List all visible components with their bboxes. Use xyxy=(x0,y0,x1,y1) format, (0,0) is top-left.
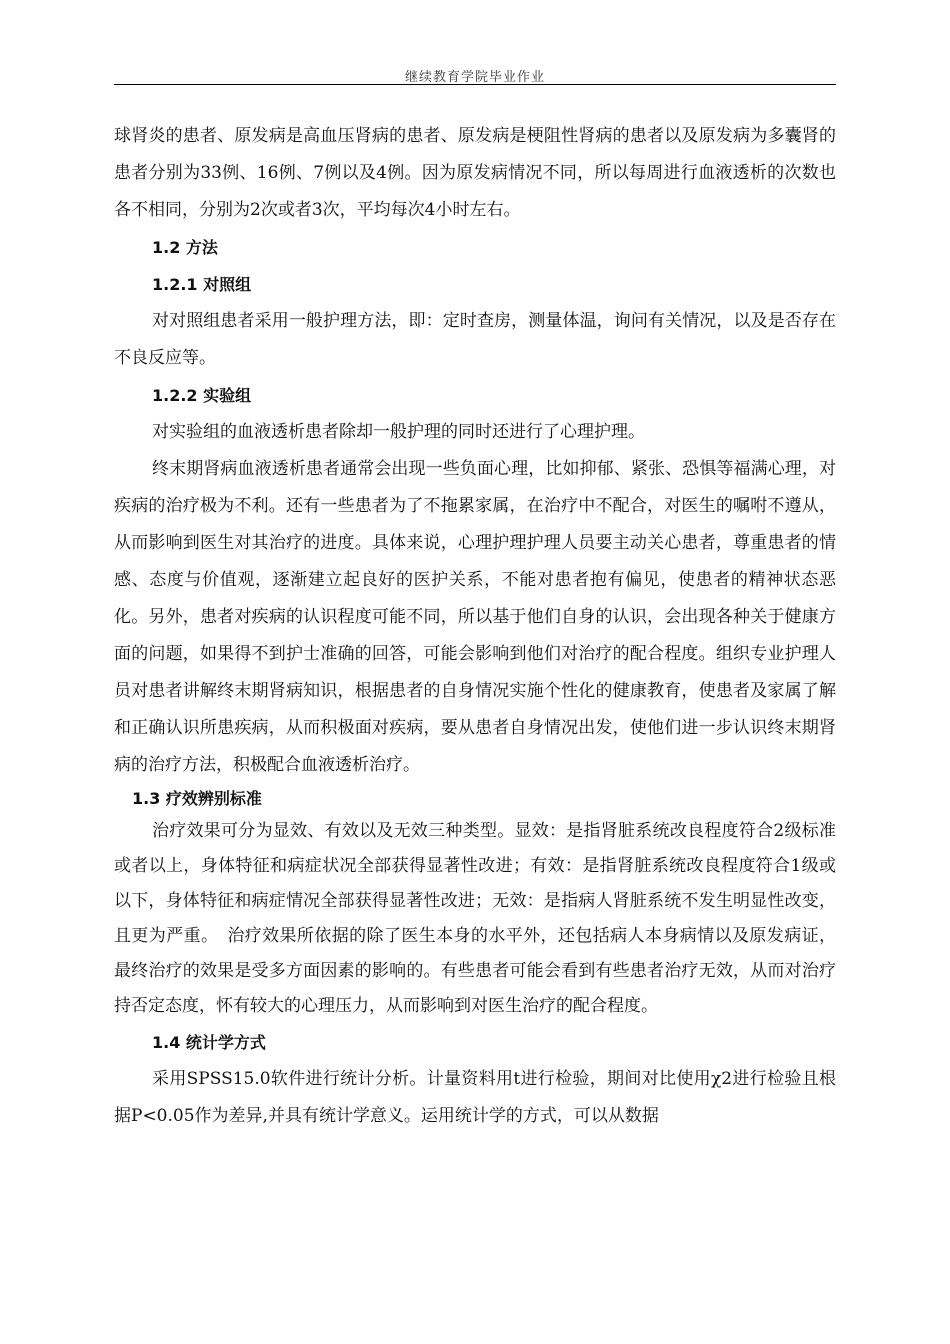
paragraph-experimental-intro: 对实验组的血液透析患者除却一般护理的同时还进行了心理护理。 xyxy=(152,422,645,442)
paragraph-efficacy-criteria: 治疗效果可分为显效、有效以及无效三种类型。显效：是指肾脏系统改良程度符合2级标准或者以上，身体特征和病症状况全部获得显著性改进；有效：是指肾脏系统改良程度符合1级或以下，身体特征和病症情况全部获得显著性改进；无效：是指病人肾脏系统不发生明显性改变，且更为严重。 治疗效果所依据的除了医生本身的水平外，还包括病人本身病情以及原发病证，最终治疗的效果是受多方面因素的影响的。有些患者可能会看到有些患者治疗无效，从而对治疗持否定态度，怀有较大的心理压力，从而影响到对医生治疗的配合程度。 xyxy=(114,821,836,1016)
paragraph-control-group: 对对照组患者采用一般护理方法，即：定时查房，测量体温，询问有关情况，以及是否存在不良反应等。 xyxy=(114,311,836,368)
document-body xyxy=(114,118,836,1135)
paragraph-psychological-care: 终末期肾病血液透析患者通常会出现一些负面心理，比如抑郁、紧张、恐惧等福满心理，对疾病的治疗极为不利。还有一些患者为了不拖累家属，在治疗中不配合，对医生的嘱咐不遵从，从而影响到医生对其治疗的进度。具体来说，心理护理护理人员要主动关心患者，尊重患者的情感、态度与价值观，逐渐建立起良好的医护关系，不能对患者抱有偏见，使患者的精神状态恶化。另外，患者对疾病的认识程度可能不同，所以基于他们自身的认识，会出现各种关于健康方面的问题，如果得不到护士准确的回答，可能会影响到他们对治疗的配合程度。组织专业护理人员对患者讲解终末期肾病知识，根据患者的自身情况实施个性化的健康教育，使患者及家属了解和正确认识所患疾病，从而积极面对疾病，要从患者自身情况出发，使他们进一步认识终末期肾病的治疗方法，积极配合血液透析治疗。 xyxy=(114,459,836,775)
heading-experimental-group: 1.2.2 实验组 xyxy=(152,386,252,405)
paragraph-patient-groups: 球肾炎的患者、原发病是高血压肾病的患者、原发病是梗阻性肾病的患者以及原发病为多囊肾的患者分别为33例、16例、7例以及4例。因为原发病情况不同，所以每周进行血液透析的次数也各不相同，分别为2次或者3次，平均每次4小时左右。 xyxy=(114,126,836,220)
heading-efficacy-criteria: 1.3 疗效辨别标准 xyxy=(132,789,262,808)
heading-statistics: 1.4 统计学方式 xyxy=(152,1033,266,1052)
header-divider xyxy=(114,84,836,85)
paragraph-statistics: 采用SPSS15.0软件进行统计分析。计量资料用t进行检验，期间对比使用χ2进行检验且根据P<0.05作为差异,并具有统计学意义。运用统计学的方式，可以从数据 xyxy=(114,1069,836,1126)
heading-methods: 1.2 方法 xyxy=(152,238,218,257)
heading-control-group: 1.2.1 对照组 xyxy=(152,275,252,294)
page-header: 继续教育学院毕业作业 xyxy=(404,70,545,85)
